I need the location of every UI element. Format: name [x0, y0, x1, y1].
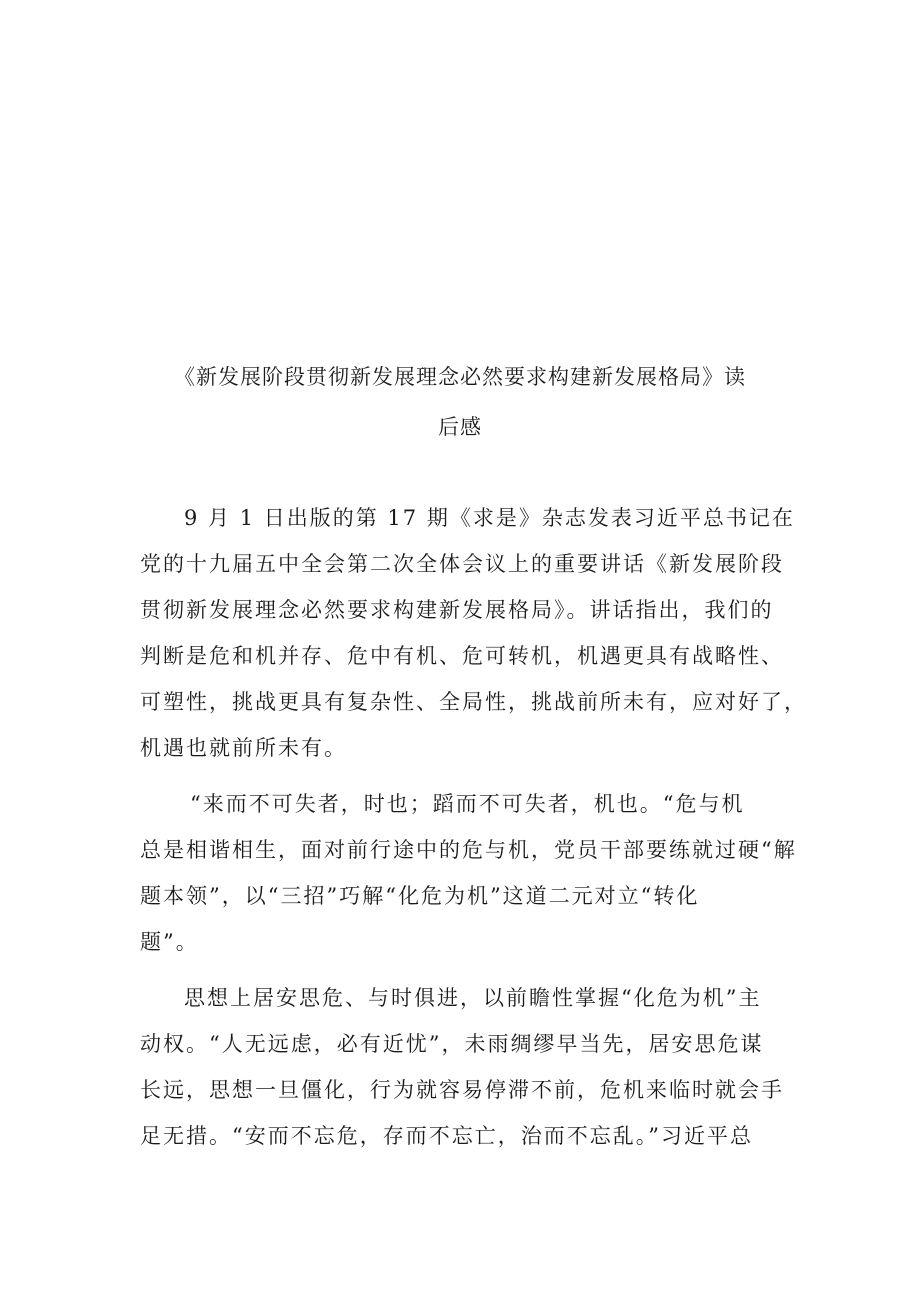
paragraph-line: 总是相谐相生，面对前行途中的危与机，党员干部要练就过硬“解 — [140, 838, 797, 862]
document-body — [140, 495, 807, 1169]
paragraph-line: 机遇也就前所未有。 — [140, 736, 347, 760]
paragraph-line: 足无措。“安而不忘危，存而不忘亡，治而不忘乱。”习近平总 — [140, 1124, 753, 1148]
paragraph-2 — [140, 781, 800, 965]
title-line-1: 《新发展阶段贯彻新发展理念必然要求构建新发展格局》读 — [174, 365, 746, 389]
paragraph-1 — [140, 495, 807, 771]
paragraph-line: 可塑性，挑战更具有复杂性、全局性，挑战前所未有，应对好了， — [140, 690, 807, 714]
paragraph-3 — [140, 975, 800, 1159]
paragraph-line: 9 月 1 日出版的第 17 期《求是》杂志发表习近平总书记在 — [184, 506, 795, 530]
paragraph-line: 判断是危和机并存、危中有机、危可转机，机遇更具有战略性、 — [140, 644, 784, 668]
paragraph-line: 动权。“人无远虑，必有近忧”，未雨绸缪早当先，居安思危谋 — [140, 1032, 764, 1056]
title-line-2: 后感 — [438, 415, 482, 439]
paragraph-line: 贯彻新发展理念必然要求构建新发展格局》。讲话指出，我们的 — [140, 598, 774, 622]
paragraph-line: 题”。 — [140, 930, 199, 954]
document-title — [100, 352, 820, 452]
paragraph-line: 思想上居安思危、与时俱进，以前瞻性掌握“化危为机”主 — [184, 986, 762, 1010]
paragraph-line: 长远，思想一旦僵化，行为就容易停滞不前，危机来临时就会手 — [140, 1078, 784, 1102]
paragraph-line: “来而不可失者，时也；蹈而不可失者，机也。“危与机 — [190, 792, 745, 816]
paragraph-line: 党的十九届五中全会第二次全体会议上的重要讲话《新发展阶段 — [140, 552, 784, 576]
paragraph-line: 题本领”，以“三招”巧解“化危为机”这道二元对立“转化 — [140, 884, 700, 908]
